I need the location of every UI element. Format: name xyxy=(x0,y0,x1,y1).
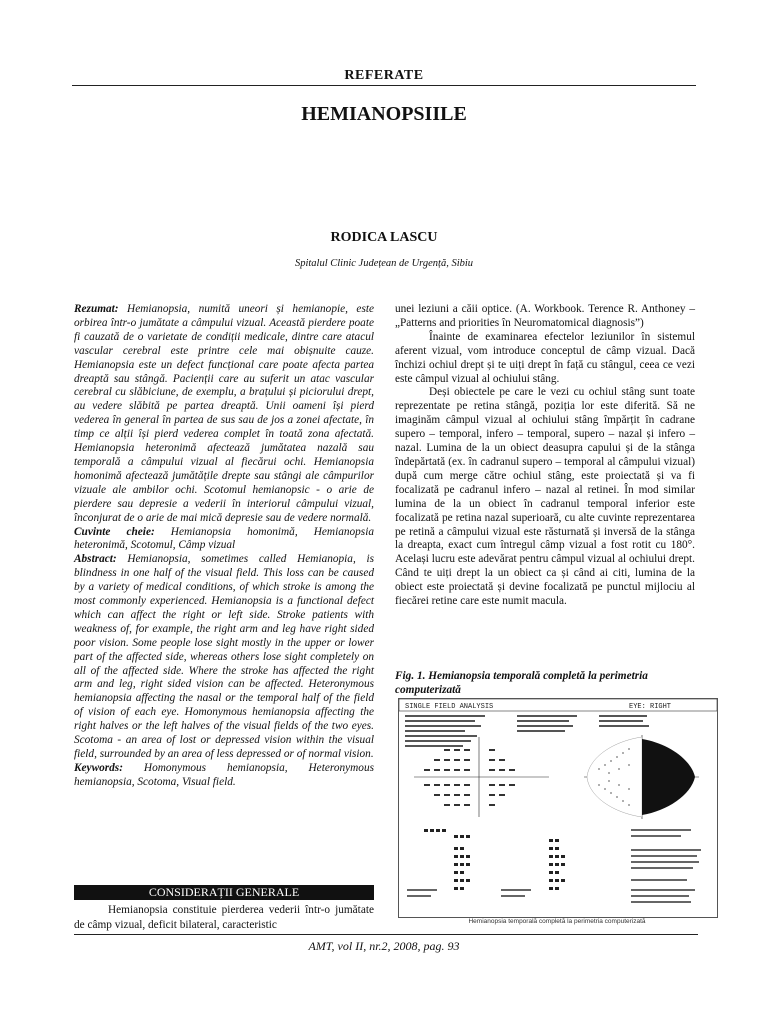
rezumat-text: Hemianopsia, numită uneori și hemianopie, este orbirea într-o jumătate a câmpului vizual. Această pierdere poate fi cauzată de o varietate de condiții medicale, dintre care atacul vascular cerebral este printre cele mai obișnuite cauze. Hemianopsia este un defect funcțional care poate afecta partea dreaptă sau stângă. Pacienții care au suferit un atac vascular cerebral cu slăbiciune, de exemplu, a brațului și piciorului drept, au vedere slăbită pe partea dreaptă. Unii oameni își pierd vederea în general în partea de sus sau de jos a zonei afectate, în timp ce alții își pierd vederea complet în toată zona afectată. Hemianopsia heteronimă afectează jumătatea nazală sau temporală a câmpului vizual al fiecărui ochi. Hemianopsia homonimă afectează jumătățile drepte sau stângi ale câmpurilor vizuale ale ambilor ochi. Scotomul hemianopsic - o arie de pierdere sau depresie a vederii în interiorul câmpului vizual, înconjurat de o arie de mai mică depresie sau de vedere normală. xyxy=(74,303,374,524)
section-heading: CONSIDERAȚII GENERALE xyxy=(74,885,374,900)
abstract-label: Abstract: xyxy=(74,553,117,566)
article-title: HEMIANOPSIILE xyxy=(301,103,467,125)
abstract-text: Hemianopsia, sometimes called Hemianopia, is blindness in one half of the visual field. This loss can be caused by a variety of medical conditions, of which stroke is among the most commonly experienced. Hemianopsia is a functional defect which can affect the right or left side. Stroke patients with weakness of, for example, the right arm and leg have right sided poor vision. Some people lose sight mostly in the upper or lower part of the affected side, whereas others lose sight completely on all of the affected side. Where the stroke has affected the right arm and leg, right sided vision can be affected. Heteronymous hemianopsia affecting the nasal or the temporal half of the field of vision of each eye. Homonymous hemianopsia affecting the right halves or the left halves of the visual fields of the two eyes. Scotoma - an area of lost or depressed vision within the visual field, surrounded by an area of less depressed or of normal vision. xyxy=(74,553,374,760)
intro-text: Hemianopsia constituie pierderea vederii într-o jumătate de câmp vizual, deficit bilateral, caracteristic xyxy=(74,904,374,931)
journal-section-label: REFERATE xyxy=(344,68,424,83)
rezumat-paragraph xyxy=(74,303,374,526)
visual-field-printout-graphic xyxy=(399,699,717,917)
body-paragraph-3: Deși obiectele pe care le vezi cu ochiul stâng sunt toate reprezentate pe retina stângă, poziția lor este diferită. Să ne imaginăm câmpul vizual al ochiului stâng împărțit în cadrane supero – temporal, infero – temporal, supero – nazal și infero – nazal. Lumina de la un obiect deasupra capului și de la stânga îndepărtată (ex. în cadranul supero – temporal al câmpului vizual) după cum merge către ochiul stâng, este proiectată și va fi focalizată pe cadranul infero – nazal al retinei. În mod similar lumina de la un obiect în cadranul temporal inferior este focalizată pe retina nazal superioară, cu alte cuvinte reprezentarea pe retină a câmpului vizual este răsturnată și inversă de la stânga la dreapta, exact cum întregul câmp vizual a fost rotit cu 180°. Același lucru este adevărat pentru câmpul vizual al ochiului drept. Când te uiți drept la un obiect ca și când ai citi, lumina de la obiect este proiectată și devine focalizată pe punctul mijlociu al fiecărei retine care este numit macula. xyxy=(395,386,695,608)
figure-caption: Fig. 1. Hemianopsia temporală completă la perimetria computerizată xyxy=(395,670,648,696)
abstract-paragraph xyxy=(74,553,374,762)
header-rule xyxy=(72,85,696,86)
left-column xyxy=(74,303,374,790)
keywords-ro-text: Hemianopsia homonimă, Hemianopsia heteronimă, Scotomul, Câmp vizual xyxy=(74,525,374,552)
right-column xyxy=(395,303,695,609)
rezumat-label: Rezumat: xyxy=(74,303,119,315)
page-footer-citation: AMT, vol II, nr.2, 2008, pag. 93 xyxy=(308,939,460,953)
keywords-ro-label: Cuvinte cheie: xyxy=(74,525,155,538)
body-paragraph-2: Înainte de examinarea efectelor leziunilor în sistemul aferent vizual, vom introduce conceptul de câmp vizual. Dacă închizi ochiul drept și te uiți drept în față cu stângul, ceea ce vezi este câmpul vizual al ochiului stâng. xyxy=(395,330,695,385)
visual-field-printout xyxy=(398,698,718,918)
footer-rule xyxy=(74,934,698,935)
keywords-en-label: Keywords: xyxy=(74,761,123,774)
body-paragraph-1: unei leziuni a căii optice. (A. Workbook. Terence R. Anthoney – „Patterns and priorities în Neuromatomical diagnosis”) xyxy=(395,303,695,329)
figure-subcaption: Hemianopsia temporală completă la perimetria computerizată xyxy=(468,918,646,925)
author-name: RODICA LASCU xyxy=(330,230,438,245)
keywords-en-text: Homonymous hemianopsia, Heteronymous hemianopsia, Scotoma, Visual field. xyxy=(74,761,374,788)
printout-header-right: EYE: RIGHT xyxy=(629,703,672,711)
printout-header-left: SINGLE FIELD ANALYSIS xyxy=(405,703,494,711)
keywords-ro-paragraph xyxy=(74,526,374,554)
intro-paragraph xyxy=(74,903,374,933)
author-affiliation: Spitalul Clinic Județean de Urgență, Sibiu xyxy=(294,258,474,269)
keywords-en-paragraph xyxy=(74,762,374,790)
